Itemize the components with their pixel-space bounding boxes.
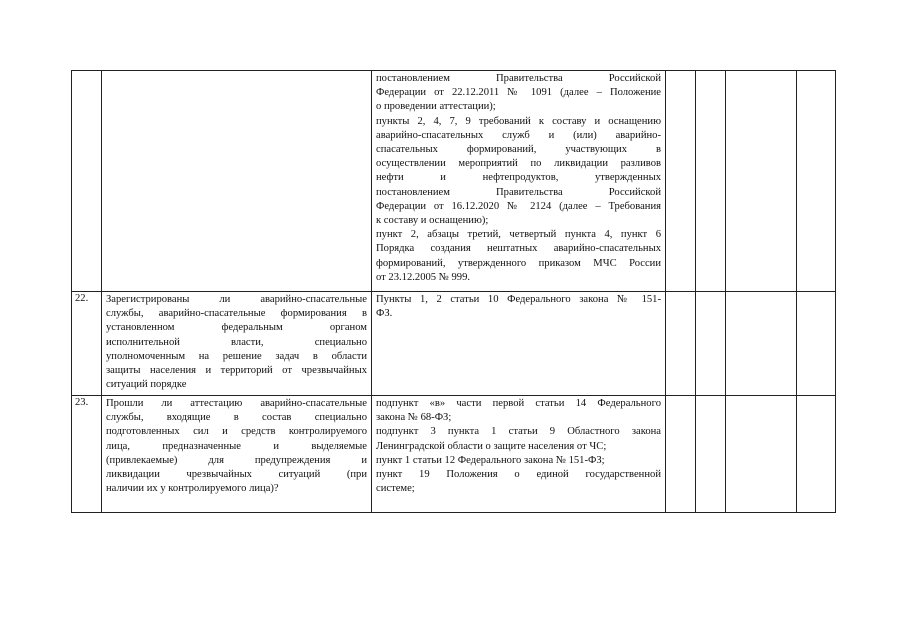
reference-line: Пункты 1, 2 статьи 10 Федерального закона № 151- (376, 294, 661, 305)
notes-cell (797, 396, 836, 513)
reference-line: спасательных формирований, участвующих в (376, 144, 661, 156)
requirement-line: Прошли ли аттестацию аварийно-спасательные (106, 398, 367, 409)
requirement-line: защиты населения и территорий от чрезвычайных (106, 365, 367, 377)
legal-reference-cell (372, 396, 666, 513)
reference-line: к составу и оснащению); (376, 215, 489, 227)
reference-line: пункт 1 статьи 12 Федерального закона № 151-ФЗ; (376, 454, 605, 466)
reference-line: от 23.12.2005 № 999. (376, 271, 471, 283)
reference-line: ФЗ. (376, 308, 393, 320)
requirement-line: уполномоченным на решение задач в области (106, 350, 367, 362)
requirement-line: ликвидации чрезвычайных ситуаций (при (106, 469, 367, 481)
requirement-line: ситуаций порядке (106, 379, 187, 391)
requirement-line: установленном федеральным органом (106, 322, 367, 334)
legal-reference-cell (372, 71, 666, 292)
reference-line: о проведении аттестации); (376, 101, 496, 113)
reference-line: осуществлении мероприятий по ликвидации разливов (376, 158, 661, 170)
reference-line: подпункт «в» части первой статьи 14 Федерального (376, 398, 661, 409)
row-number-cell (72, 71, 102, 292)
requirement-line: (привлекаемые) для предупреждения и (106, 454, 367, 466)
reference-line: постановлением Правительства Российской (376, 73, 661, 84)
requirement-cell (102, 71, 372, 292)
reference-line: Федерации от 22.12.2011 № 1091 (далее – Положение (376, 87, 661, 99)
mark-cell-yes (666, 292, 696, 396)
mark-cell-no (696, 71, 726, 292)
reference-line: подпункт 3 пункта 1 статьи 9 Областного закона (376, 426, 661, 438)
requirement-cell (102, 292, 372, 396)
row-number-cell: 23. (72, 396, 102, 513)
reference-line: постановлением Правительства Российской (376, 186, 661, 198)
requirement-line: исполнительной власти, специально (106, 336, 367, 348)
reference-line: пункты 2, 4, 7, 9 требований к составу и оснащению (376, 115, 661, 127)
mark-cell-na (726, 292, 797, 396)
mark-cell-na (726, 396, 797, 513)
reference-line: пункт 2, абзацы третий, четвертый пункта 4, пункт 6 (376, 229, 661, 241)
requirement-cell (102, 396, 372, 513)
checklist-table (71, 70, 836, 513)
reference-line: Федерации от 16.12.2020 № 2124 (далее – Требования (376, 200, 661, 212)
requirement-line: подготовленных сил и средств контролируемого (106, 426, 367, 438)
reference-line: пункт 19 Положения о единой государственной (376, 469, 661, 481)
reference-line: аварийно-спасательных служб и (или) аварийно- (376, 129, 661, 141)
notes-cell (797, 292, 836, 396)
requirement-line: службы, входящие в состав специально (106, 412, 367, 424)
table-row (72, 292, 836, 396)
requirement-line: Зарегистрированы ли аварийно-спасательные (106, 294, 367, 305)
mark-cell-no (696, 292, 726, 396)
mark-cell-yes (666, 396, 696, 513)
table-row-continuation (72, 71, 836, 292)
mark-cell-yes (666, 71, 696, 292)
requirement-line: службы, аварийно-спасательные формирования в (106, 308, 367, 320)
reference-line: Порядка создания нештатных аварийно-спасательных (376, 243, 661, 255)
reference-line: Ленинградской области о защите населения от ЧС; (376, 440, 607, 452)
notes-cell (797, 71, 836, 292)
table-row (72, 396, 836, 513)
reference-line: закона № 68-ФЗ; (376, 412, 452, 424)
mark-cell-na (726, 71, 797, 292)
requirement-line: лица, предназначенные и выделяемые (106, 440, 367, 452)
legal-reference-cell (372, 292, 666, 396)
row-number-cell: 22. (72, 292, 102, 396)
reference-line: нефти и нефтепродуктов, утвержденных (376, 172, 661, 184)
reference-line: системе; (376, 483, 415, 495)
reference-line: формирований, утвержденного приказом МЧС России (376, 257, 661, 269)
mark-cell-no (696, 396, 726, 513)
requirement-line: наличии их у контролируемого лица)? (106, 483, 279, 495)
